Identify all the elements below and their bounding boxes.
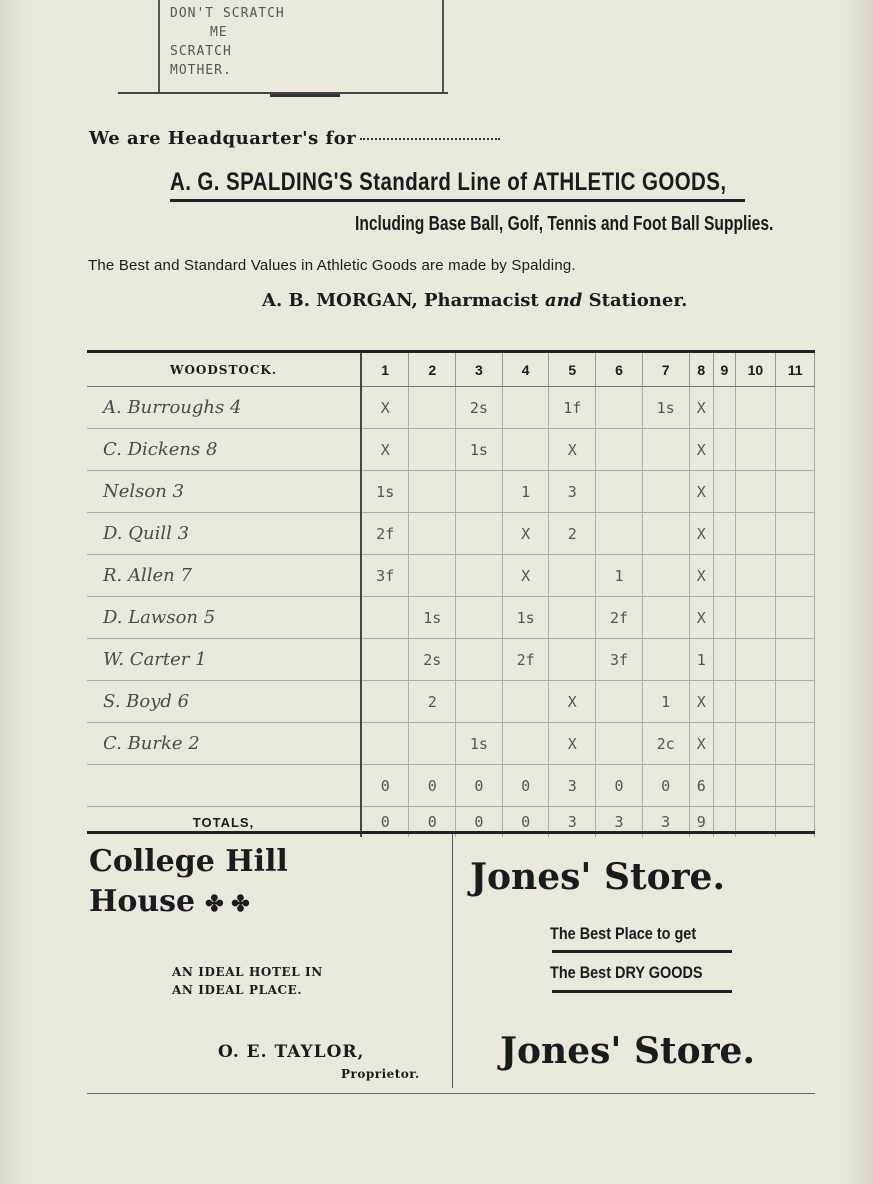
- score-cell: [549, 597, 596, 639]
- score-cell: [409, 555, 456, 597]
- table-row: [87, 723, 815, 765]
- score-cell: [642, 555, 689, 597]
- inning-header: 11: [776, 352, 815, 387]
- score-cell: X: [689, 429, 714, 471]
- inning-header: 10: [735, 352, 776, 387]
- rule: [552, 950, 732, 953]
- inning-header: 7: [642, 352, 689, 387]
- score-cell: [735, 429, 776, 471]
- owner-name: O. E. TAYLOR,: [218, 1042, 365, 1062]
- totals-cell: 0: [409, 807, 456, 838]
- score-cell: [735, 723, 776, 765]
- score-cell: [642, 471, 689, 513]
- player-name: W. Carter 1: [87, 639, 361, 681]
- morgan-title-a: Pharmacist: [424, 290, 539, 311]
- score-cell: X: [502, 555, 549, 597]
- score-cell: X: [689, 387, 714, 429]
- divider: [270, 94, 340, 97]
- jones-line-1: The Best Place to get: [550, 924, 697, 943]
- score-cell: [714, 681, 736, 723]
- score-cell: 2: [549, 513, 596, 555]
- totals-cell: 3: [642, 807, 689, 838]
- totals-cell: 3: [596, 807, 643, 838]
- totals-cell: 0: [361, 807, 409, 838]
- score-cell: X: [361, 429, 409, 471]
- score-cell: 3: [549, 471, 596, 513]
- player-name: Nelson 3: [87, 471, 361, 513]
- score-cell: [735, 387, 776, 429]
- player-name: D. Quill 3: [87, 513, 361, 555]
- runs-cell: 0: [642, 765, 689, 807]
- score-cell: [714, 429, 736, 471]
- score-cell: X: [549, 681, 596, 723]
- score-cell: [714, 723, 736, 765]
- score-cell: [714, 639, 736, 681]
- score-cell: X: [689, 681, 714, 723]
- inning-header: 2: [409, 352, 456, 387]
- score-cell: [456, 471, 503, 513]
- inning-header: 4: [502, 352, 549, 387]
- table-row: [87, 681, 815, 723]
- inning-header: 3: [456, 352, 503, 387]
- runs-cell: 0: [596, 765, 643, 807]
- score-cell: [361, 681, 409, 723]
- player-name: D. Lawson 5: [87, 597, 361, 639]
- totals-cell: 9: [689, 807, 714, 838]
- score-cell: 2f: [361, 513, 409, 555]
- score-cell: [409, 429, 456, 471]
- player-name: S. Boyd 6: [87, 681, 361, 723]
- college-hill-ad: [89, 842, 288, 924]
- morgan-name: A. B. MORGAN,: [262, 290, 418, 311]
- totals-cell: 0: [456, 807, 503, 838]
- score-cell: [714, 471, 736, 513]
- table-header-row: [87, 352, 815, 387]
- score-cell: [549, 555, 596, 597]
- owner-role: Proprietor.: [341, 1067, 420, 1081]
- score-cell: [361, 639, 409, 681]
- spalding-headline: A. G. SPALDING'S Standard Line of ATHLETIC GOODS,: [170, 168, 727, 196]
- score-cell: [642, 639, 689, 681]
- score-cell: X: [549, 429, 596, 471]
- score-cell: [502, 681, 549, 723]
- score-cell: 1s: [502, 597, 549, 639]
- score-cell: [776, 387, 815, 429]
- score-cell: [714, 597, 736, 639]
- score-cell: 2f: [502, 639, 549, 681]
- score-cell: [596, 681, 643, 723]
- runs-cell: [735, 765, 776, 807]
- score-cell: [642, 429, 689, 471]
- score-cell: [596, 513, 643, 555]
- score-cell: [776, 513, 815, 555]
- tagline-1: AN IDEAL HOTEL IN: [172, 965, 323, 979]
- score-cell: [456, 555, 503, 597]
- totals-cell: 3: [549, 807, 596, 838]
- totals-cell: 0: [502, 807, 549, 838]
- table-row: [87, 471, 815, 513]
- score-cell: 1s: [361, 471, 409, 513]
- score-cell: [776, 429, 815, 471]
- score-cell: 1: [642, 681, 689, 723]
- table-row: [87, 513, 815, 555]
- runs-cell: 0: [361, 765, 409, 807]
- morgan-line: [262, 290, 687, 311]
- score-cell: 2f: [596, 597, 643, 639]
- score-cell: [642, 597, 689, 639]
- runs-cell: 0: [502, 765, 549, 807]
- score-cell: X: [689, 471, 714, 513]
- score-cell: 2s: [409, 639, 456, 681]
- best-values-line: The Best and Standard Values in Athletic Goods are made by Spalding.: [88, 257, 576, 274]
- team-header: WOODSTOCK.: [87, 352, 361, 387]
- score-cell: [409, 513, 456, 555]
- score-cell: 1: [596, 555, 643, 597]
- runs-cell: [714, 765, 736, 807]
- score-cell: 1s: [409, 597, 456, 639]
- score-cell: [714, 555, 736, 597]
- score-cell: 3f: [361, 555, 409, 597]
- headquarters-text: We are Headquarter's for: [89, 128, 357, 149]
- runs-cell: 0: [456, 765, 503, 807]
- score-cell: [409, 471, 456, 513]
- score-cell: X: [689, 555, 714, 597]
- score-cell: [456, 597, 503, 639]
- score-cell: 2c: [642, 723, 689, 765]
- score-cell: [735, 513, 776, 555]
- score-cell: 1s: [642, 387, 689, 429]
- score-cell: X: [689, 723, 714, 765]
- score-cell: [642, 513, 689, 555]
- score-cell: [456, 681, 503, 723]
- column-divider: [452, 834, 453, 1088]
- score-cell: [456, 513, 503, 555]
- morgan-title-b: Stationer.: [588, 290, 688, 311]
- table-row: [87, 555, 815, 597]
- table-row: [87, 387, 815, 429]
- score-cell: [596, 387, 643, 429]
- score-cell: X: [689, 597, 714, 639]
- score-cell: [735, 471, 776, 513]
- runs-cell: 3: [549, 765, 596, 807]
- score-cell: [776, 597, 815, 639]
- score-cell: [776, 639, 815, 681]
- college-tagline: [172, 963, 323, 999]
- scorecard-table: [87, 350, 815, 837]
- score-cell: X: [689, 513, 714, 555]
- runs-cell: 6: [689, 765, 714, 807]
- rule: [87, 831, 815, 834]
- score-cell: 1: [689, 639, 714, 681]
- player-name: R. Allen 7: [87, 555, 361, 597]
- jones-store-title-2: Jones' Store.: [500, 1030, 755, 1072]
- score-cell: [409, 723, 456, 765]
- score-cell: [735, 681, 776, 723]
- score-cell: 3f: [596, 639, 643, 681]
- score-cell: [361, 597, 409, 639]
- score-cell: 2s: [456, 387, 503, 429]
- headquarters-line: [89, 128, 500, 149]
- score-cell: [502, 723, 549, 765]
- score-cell: X: [549, 723, 596, 765]
- table-row: [87, 639, 815, 681]
- score-cell: [735, 639, 776, 681]
- tagline-2: AN IDEAL PLACE.: [172, 983, 303, 997]
- score-cell: X: [502, 513, 549, 555]
- score-cell: 1f: [549, 387, 596, 429]
- college-title-1: College Hill: [89, 844, 288, 879]
- runs-label: [87, 765, 361, 807]
- score-cell: 1s: [456, 723, 503, 765]
- totals-label: TOTALS,: [87, 807, 361, 838]
- inning-header: 9: [714, 352, 736, 387]
- score-cell: [735, 597, 776, 639]
- rule: [87, 1093, 815, 1094]
- scribble-note: DON'T SCRATCH ME SCRATCH MOTHER.: [170, 6, 285, 78]
- score-cell: [776, 681, 815, 723]
- player-name: A. Burroughs 4: [87, 387, 361, 429]
- score-cell: [596, 471, 643, 513]
- inning-header: 6: [596, 352, 643, 387]
- runs-cell: 0: [409, 765, 456, 807]
- score-cell: [776, 471, 815, 513]
- score-cell: [502, 429, 549, 471]
- runs-cell: [776, 765, 815, 807]
- fleuron-icon: ✤ ✤: [205, 891, 250, 917]
- morgan-and: and: [545, 290, 583, 311]
- score-cell: [714, 513, 736, 555]
- score-cell: [714, 387, 736, 429]
- score-cell: [456, 639, 503, 681]
- score-cell: [502, 387, 549, 429]
- score-cell: [361, 723, 409, 765]
- score-cell: [596, 429, 643, 471]
- score-cell: 1s: [456, 429, 503, 471]
- inning-header: 1: [361, 352, 409, 387]
- table-row: [87, 597, 815, 639]
- score-cell: [596, 723, 643, 765]
- supplies-line: Including Base Ball, Golf, Tennis and Foot Ball Supplies.: [355, 213, 774, 235]
- score-cell: 1: [502, 471, 549, 513]
- jones-store-title: Jones' Store.: [470, 856, 725, 898]
- score-cell: [409, 387, 456, 429]
- rule: [170, 199, 745, 202]
- jones-line-2: The Best DRY GOODS: [550, 963, 703, 982]
- table-row: [87, 429, 815, 471]
- score-cell: [776, 555, 815, 597]
- college-title-2: House: [89, 884, 196, 919]
- rule: [552, 990, 732, 993]
- score-cell: 2: [409, 681, 456, 723]
- runs-row: [87, 765, 815, 807]
- score-cell: [549, 639, 596, 681]
- player-name: C. Burke 2: [87, 723, 361, 765]
- score-cell: [776, 723, 815, 765]
- score-cell: X: [361, 387, 409, 429]
- player-name: C. Dickens 8: [87, 429, 361, 471]
- score-cell: [735, 555, 776, 597]
- inning-header: 5: [549, 352, 596, 387]
- inning-header: 8: [689, 352, 714, 387]
